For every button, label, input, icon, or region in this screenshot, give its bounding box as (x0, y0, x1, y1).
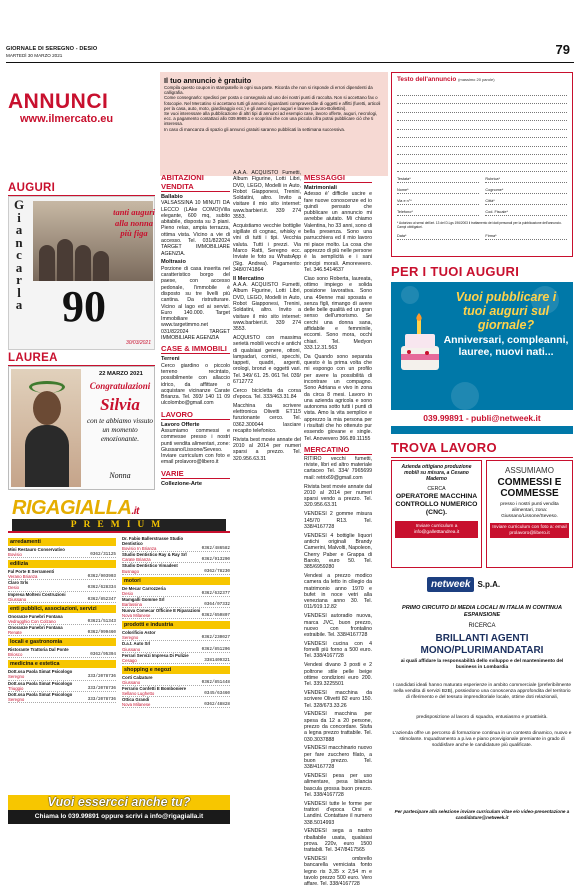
classified-ad: RITIRO vecchi fumetti, riviste, libri ed altro materiale cartaceo Tel. 334/ 7965699 mail: retrix69@gmail.com (304, 455, 372, 481)
entry-town: Renate (8, 630, 22, 636)
directory-entry[interactable] (122, 563, 230, 574)
classified-ad: Acquistiamo vecchie bottiglie sigillate di cognac, whisky e vini di tutti i tipi. Vecchia valuta. Tutti i prezzi. Via Marco Ratti, Seregno ecc. Inviate le foto su WhatsApp (Sig. Andrea). Pagamento: 348/0741864 (233, 222, 301, 273)
directory-category: locali e gastronomia (8, 638, 116, 646)
netweek-requirements-2: predisposizione al lavoro di squadra, entusiasmo e proattività. (416, 715, 548, 720)
classifieds-column-1 (161, 170, 230, 487)
auguri-date: 30/03/2021 (125, 340, 151, 346)
directory-category: prodotti e industria (122, 621, 230, 629)
free-ad-text: Compila questo coupon in stampatello in ogni sua parte. Ricorda che non si risponde di errori dipendenti da calligrafia. (164, 85, 373, 96)
classified-ad: VENDESI ombrello bancarella verniciata fonto legno ris 3,35 x 2,54 m e tavolo prezzo 500 euro. Vero affare. Tel. 338/4167728 (304, 856, 372, 888)
entry-phone[interactable]: 0362/486582 (201, 546, 230, 552)
classified-ad: Ciao sono Roberta, laureata, ottimo impiego e solida posizione lavorativa. Sono una 49enne mai sposata e senza figli, rimango di avere delle belle qualità ed un gran senso dell'umorismo. Se cerchi una donna sana, affidabile e femminile, eccomi. Sono mora, occhi chiari. Tel. Medyon 333.12.31.563 (304, 275, 372, 351)
laurel-icon (29, 381, 65, 393)
free-ad-title: Il tuo annuncio è gratuito (164, 76, 252, 85)
entry-town: Giussano (122, 646, 141, 652)
issue-date: MARTEDÌ 30 MARZO 2021 (6, 53, 63, 58)
annunci-title: ANNUNCI (8, 90, 109, 113)
classifieds-column-2 (233, 170, 301, 465)
directory-entry[interactable] (8, 547, 116, 558)
entry-name: Ferrario Confetti E Bomboniere (122, 685, 186, 691)
entry-town: Seregno (122, 635, 139, 641)
directory-entry[interactable] (122, 686, 230, 697)
auguri-promo (391, 282, 573, 434)
classified-ad: ACQUISTO con massima serietà mobili vecchi e antichi di qualsiasi genere, ottoni, lampadari, cornici, specchi, tappeti, quadri, argenti, orologi, bronzi e oggetti vari. Tel. 349/ 61. 25. 061 Tel. 039/ 6712772 (233, 334, 301, 385)
subsection-heading: Matrimoniali (304, 185, 337, 191)
entry-town: Cesago (122, 657, 137, 663)
entry-name: Onoranze Funebri Fontana (8, 624, 63, 630)
entry-town: Bovisio (8, 552, 22, 558)
entry-phone[interactable]: 3381409321 (204, 657, 230, 663)
entry-name: De Mecar Carrozzeria (122, 585, 166, 591)
directory-entry[interactable] (122, 597, 230, 608)
section-heading: CASE & IMMOBILI (161, 344, 230, 354)
name-letter: l (17, 284, 21, 300)
auguri-name-vertical (12, 199, 26, 312)
entry-name: Ottica Grandi (122, 697, 150, 703)
classified-ad: VENDESI tutte le forme per trattori d'epoca Orsi e Landini. Contattare il numero 338.5014993 (304, 800, 372, 826)
entry-phone[interactable]: 0362/852347 (87, 596, 116, 602)
directory-entry[interactable] (122, 675, 230, 686)
entry-phone[interactable]: 0364/07332 (204, 601, 230, 607)
field-rubrica[interactable]: Rubrica* (485, 177, 567, 183)
entry-phone[interactable]: 333/2078736 (87, 696, 116, 702)
netweek-role: BRILLANTI AGENTI MONO/PLURIMANDATARI (420, 633, 544, 656)
job-ad-apply[interactable]: Inviare curriculum a info@galletttandrea.it (395, 521, 478, 538)
entry-town: Busnago (122, 568, 139, 574)
directory-entry[interactable] (8, 669, 116, 680)
entry-phone[interactable]: 0362/851206 (201, 646, 230, 652)
entry-name: Mini Restauro Conservativo (8, 547, 65, 552)
directory-entry[interactable] (122, 552, 230, 563)
ad-coupon-form[interactable] (391, 72, 573, 257)
job-ad-commessi (486, 460, 573, 568)
entry-phone[interactable]: 333/2078736 (87, 674, 116, 680)
directory-entry[interactable] (122, 536, 230, 552)
directory-category: motori (122, 577, 230, 585)
directory-entry[interactable] (8, 625, 116, 636)
job-ad-details: presso i nostri punti vendita alimentari, zona: Giussano/Lissone/Seveso. (500, 502, 559, 519)
directory-entry[interactable] (8, 592, 116, 603)
entry-name: D.a.t. Auto Srl (122, 641, 151, 647)
coupon-field-row[interactable] (397, 177, 567, 183)
field-telefono[interactable]: Telefono* (397, 210, 479, 216)
subsection-heading: Ballabio (161, 194, 183, 200)
entry-phone[interactable]: 0362/48828 (204, 702, 230, 708)
coupon-title-text: Testo dell'annuncio (397, 76, 457, 83)
entry-town: Desio (8, 585, 19, 591)
page-number: 79 (555, 42, 570, 57)
laurea-ad (8, 366, 155, 490)
classified-ad: Rivista best movie annate dal 2010 al 2014 per numeri sparsi vendo a prezzo. Tel. 320.956.63.31 (304, 483, 372, 509)
field-firma[interactable]: Firma* (485, 234, 567, 240)
entry-name: Claro Srls (8, 580, 29, 586)
free-ad-info (160, 72, 388, 176)
classified-ad: A.A.A. ACQUISTO Fumetti, Album Figurine, Lotti Libri, DVD, LEGO, Modelli in Auto, Robot Giapponesi, Trenini, Soldatini, altro. Invito a visitare il mio sito internet: www.barbieri.it. 339 274 3553. (233, 282, 301, 333)
classified-ad: A.A.A. ACQUISTO Fumetti, Album Figurine, Lotti Libri, DVD, LEGO, Modelli in Auto, Robot Giapponesi, Trenini, Soldatini, altro. Invito a visitare il mio sito internet: www.barbieri.it. 339 274 3553. (233, 170, 301, 221)
entry-phone[interactable]: 333/2078736 (87, 685, 116, 691)
directory-entry[interactable] (8, 692, 116, 703)
job-ad-assumiamo: ASSUMIAMO (505, 466, 554, 475)
entry-phone[interactable]: 0362/903903 (87, 574, 116, 580)
directory-category: arredamenti (8, 538, 116, 546)
premium-banner: PREMIUM (12, 519, 226, 531)
auguri-age: 90 (62, 282, 106, 331)
classified-ad: Da Quando sono separata questo è la prima volta che mi espongo con un profilo per avere la possibilità di incontrare un compagno. Sono Adriana e vivo in zona da circa 8 mesi. Lavoro in una azienda agricola e sono autonoma sotto tutti i punti di vista. Amo la vita semplice e apprezzo la mia persona per i risultati che ho ottenuto pur essendo giovane e single. Tel. Anovevero 366.89.11155 (304, 353, 372, 442)
section-heading: LAVORO (161, 410, 230, 420)
laurea-signature: Nonna (109, 471, 131, 480)
field-nome[interactable]: Nome* (397, 188, 479, 194)
entry-town: Vedrugghio Con Colzano (8, 618, 56, 624)
classified-ad: Cerco giardino o piccolo terreno recintato, possibilmente con allaccio idrico, da affittare o acquistare vicinanze Carate Brianza. Tel. 393/ 140 11 09 ulcolombo@gmail.com (161, 362, 230, 407)
netweek-logo (427, 575, 500, 593)
auguri-section-title: AUGURI (8, 182, 56, 194)
classified-ad: Macchina da scrivere elettronica Olivetti ET115 funzionante cerco. Tel. 0362.300044 lasciare recapito telefonico. (233, 402, 301, 435)
job-ad-company: Azienda ottigiano produzione mobili su misura, a Cesano Maderno (401, 464, 472, 482)
rigagialla-directory (8, 495, 230, 791)
page-header (6, 44, 574, 64)
directory-entry[interactable] (122, 653, 230, 664)
annunci-url[interactable]: www.ilmercato.eu (20, 113, 114, 125)
laurea-congrats: Congratulazioni (89, 381, 151, 391)
classified-ad: VALSASSINA 10 MINUTI DA LECCO (LAke COMO)Villa elegante, 600 mq, subito abitabile, disposta su 3 piani. Pieno relax, ampia terrazza, ottima vista. Vicino a vie di accesso. Tel. 031/822024 TARGET IMMOBILIARE AGENZIA. (161, 200, 230, 257)
header-rule (6, 62, 574, 63)
field-testata[interactable]: Testata* (397, 177, 479, 183)
entry-name: Dott.ssa Paola Simat Psicologo (8, 669, 73, 675)
classified-ad: Adesso è' difficile uscire e fare nuove conoscenze ed io quindi pensato che pubblicare un annuncio mi avrebbe aiutato. Mi chiamo Valentina, ho 33 anni, sono di bella presenza. Sono una parrucchiera ed il mio lavoro mi piace molto. La cosa che apprezzo di più nelle persone è la semplicità e i sani principi morali. Amoreveero. Tel. 346.5414637 (304, 191, 372, 273)
classified-ad: Cerco bicicletta da corsa d'epoca. Tel. 333/463.31.84 (233, 387, 301, 401)
subsection-heading: Collezione-Arte (161, 480, 203, 487)
directory-category: shopping e negozi (122, 666, 230, 674)
entry-name: Nuova Comecar Officine E Riparazioni (122, 608, 201, 614)
netweek-tagline: PRIMO CIRCUITO DI MEDIA LOCALI IN ITALIA IN CONTINUA ESPANSIONE (401, 605, 563, 618)
directory-entry[interactable] (8, 647, 116, 658)
netweek-logo-text: netweek (427, 577, 474, 592)
entry-phone[interactable]: 0362/650807 (201, 613, 230, 619)
entry-town: Verano Brianza (8, 574, 38, 580)
classified-ad: VENDESI macchinario nuovo per fare zucchero filato, a buon prezzo. Tel. 338/4167728 (304, 745, 372, 771)
entry-town: Triuggio (8, 685, 24, 691)
field-via[interactable]: Via e n°* (397, 199, 479, 205)
netweek-ricerca: RICERCA (468, 623, 496, 629)
auguri-ad (8, 196, 155, 350)
job-ad-cnc (391, 460, 482, 568)
directory-entry[interactable] (122, 586, 230, 597)
coupon-word-limit: (massimo 20 parole) (458, 77, 495, 82)
entry-name: Impresa Molteni Costruzioni (8, 591, 66, 597)
entry-phone[interactable]: 0362/913290 (201, 557, 230, 563)
coupon-field-row[interactable] (397, 210, 567, 216)
name-letter: n (15, 234, 23, 250)
coupon-field-row[interactable] (397, 188, 567, 194)
birthday-cake-icon (397, 312, 443, 374)
job-ad-apply[interactable]: Inviare curriculum con foto a: email prolavoro@libero.it (490, 523, 569, 538)
directory-entry[interactable] (122, 608, 230, 619)
netweek-requirements: I candidati ideali hanno maturato esperienze in ambito commerciale (preferibilmente nella vendita di servizi B2B), possiedono una conoscenza approfondita del territorio di riferimento e del tessuto imprenditoriale locale, ottime doti relazionali, (392, 683, 572, 701)
classified-ad: VENDESI 2 gomme misura 145/70 R13. Tel. 338/4167728 (304, 511, 372, 530)
name-letter: G (13, 197, 25, 212)
field-data[interactable]: Data* (397, 234, 479, 240)
classified-ad: Vendesi a prezzo modico camera da letto in ciliegio da matrimonio anno 1970 e bufet in noce vetri alla veneziana anno 30. Tel. 011/919.12.82 (304, 572, 372, 611)
classified-ad: VENDESI autoradio nuova, marca JVC, buon prezzo, nuovo con frontalino estraibile. Tel. 338/4167728 (304, 613, 372, 639)
name-letter: a (15, 297, 23, 312)
netweek-apply[interactable]: Per partecipare alla selezione inviare curriculum vitae e/o video-presentazione a candidature@netweek.it (394, 809, 570, 820)
entry-town: Briosco (8, 652, 23, 658)
directory-entry[interactable] (8, 569, 116, 580)
entry-name: Onoranze Funebri Fontana (8, 613, 63, 619)
classified-ad: VENDESI pesa per uso alimentare, pesa bilancia bascula grossa buon prezzo. Tel. 338/4167728 (304, 773, 372, 798)
directory-entry[interactable] (8, 580, 116, 591)
name-letter: c (16, 247, 22, 262)
field-citta[interactable]: Città* (485, 199, 567, 205)
name-letter: i (17, 209, 21, 225)
entry-town: Carate Brianza (122, 557, 151, 563)
classified-ad: Porzione di casa inserita nel caratteristico borgo del paese, con accesso pedonale, l'immobile è disposto su tre livelli più cantina. Da ristrutturare. Vicino al lago ed ai servizi. Euro 140.000. Target Immobiliare www.targetimmo.net 031/822024 TARGET IMMOBILIARE AGENZIA (161, 265, 230, 342)
classified-ad: VENDESI sega a nastro ribaltabile usata, qualsiasi prova. 220v, euro 1500 trattabili. Tel. 347/8417565 (304, 828, 372, 854)
job-ad-role: OPERATORE MACCHINA CONTROLLO NUMERICO (CNC). (395, 493, 478, 516)
auguri-promo-title: PER I TUOI AUGURI (391, 264, 520, 279)
entry-phone[interactable]: 0362/632377 (201, 590, 230, 596)
free-ad-text: Se vuoi interessare alla pubblicazione di altri tipi di annunci ad esempio case, lavoro offerte, auguri, necrologi, ecc. a pagamento contattaci allo 039.9989.1 e scoprirai che con una piccola cifra potrai pubblicare ciò che ti interessa. (164, 111, 378, 127)
section-heading: VARIE (161, 469, 230, 479)
subsection-heading: Moltrasio (161, 259, 186, 266)
directory-left (8, 536, 116, 708)
coupon-sign-row[interactable] (397, 234, 567, 240)
entry-name: Colorificio Astor (122, 630, 156, 636)
entry-name: Mamgalli Gomme Srl (122, 596, 165, 602)
entry-town: Giussano (8, 596, 27, 602)
entry-phone[interactable]: 0362/78230 (204, 568, 230, 574)
classified-ad: Rivista best movie annate del 2010 al 2014 per numeri sparsi a prezzo. Tel. 320.956.63.31 (233, 436, 301, 462)
entry-phone[interactable]: 0362/230027 (201, 635, 230, 641)
directory-entry[interactable] (122, 630, 230, 641)
classified-ad: VENDESI macchina per spesa da 12 a 20 persone, prezzo da concordare. Stufa a legna prezzo trattabile. Tel. 030.3037888 (304, 711, 372, 743)
auguri-promo-question: Vuoi pubblicare i tuoi auguri sul giornale? (455, 290, 557, 332)
directory-entry[interactable] (122, 641, 230, 652)
coupon-field-row[interactable] (397, 199, 567, 205)
entry-name: Studio Dentistico Ray & Ray Srl (122, 552, 187, 558)
field-cognome[interactable]: Cognome* (485, 188, 567, 194)
coupon-title (397, 76, 567, 83)
coupon-text-lines[interactable] (397, 87, 567, 172)
classified-ad: VENDESI cucina con 4 fornelli più forno a 500 euro. Tel. 338/4167728 (304, 640, 372, 660)
entry-name: Dott.ssa Paola Simat Psicologo (8, 680, 73, 686)
entry-town: Nova Milanese (122, 613, 151, 619)
name-letter: r (16, 272, 22, 287)
laurea-message: con te abbiamo vissuto un momento emozionante. (86, 417, 154, 443)
directory-entry[interactable] (8, 614, 116, 625)
classified-ad: VENDESI 4 bottiglie liquori antichi originali Brandy Camerini, Malvolti, Napoleon, Cherry Paber e Grappa di Barolo, euro 50. Tel. 385/6959280 (304, 532, 372, 571)
entry-phone[interactable]: 0345/63460 (204, 691, 230, 697)
netweek-role-desc: ai quali affidare la responsabilità dello sviluppo e del mantenimento del business in Lombardia (400, 659, 564, 671)
entry-phone[interactable]: 0362/851448 (201, 679, 230, 685)
entry-town: Desio (122, 590, 133, 596)
job-ad-cerca: CERCA (427, 486, 446, 492)
laurea-section-title: LAUREA (8, 352, 58, 364)
entry-town: Seregno (8, 674, 25, 680)
directory-category: enti pubblici, associazioni, servizi (8, 605, 116, 613)
name-letter: a (15, 222, 23, 237)
directory-entry[interactable] (122, 697, 230, 708)
subsection-heading: Terreni (161, 356, 180, 363)
section-heading: MESSAGGI (304, 173, 372, 183)
netweek-spa: S.p.A. (477, 579, 501, 589)
directory-category: medicina e estetica (8, 660, 116, 668)
trova-lavoro-title: TROVA LAVORO (391, 440, 497, 455)
rigagialla-brand: RIGAGIALLA (12, 497, 132, 519)
netweek-offer: L'azienda offre un percorso di formazione continua in un contesto dinamico, nuovo e stimolante. Inquadramento a p.iva e piano provvigionale premiante in grado di soddisfare anche le candidature più qualificate. (392, 731, 572, 749)
entry-phone[interactable]: 0362/999460 (87, 630, 116, 636)
entry-phone[interactable]: 0362/95394 (90, 652, 116, 658)
entry-name: Corti Calzature (122, 674, 153, 680)
section-rule (391, 457, 573, 458)
entry-name: Dott.ssa Paola Simat Psicologo (8, 691, 73, 697)
entry-name: Studio Dentistico Vimadent (122, 563, 178, 569)
netweek-job-ad (391, 575, 573, 826)
subsection-heading: Lavoro Offerte (161, 421, 200, 428)
subsection-heading: Il Mercatino (233, 275, 265, 282)
rigagialla-contact[interactable]: Chiama lo 039.99891 oppure scrivi a info@rigagialla.it (8, 810, 230, 824)
entry-phone[interactable]: 0362/31125 (90, 552, 116, 558)
directory-category: edilizia (8, 560, 116, 568)
newspaper-name: GIORNALE DI SEREGNO - DESIO (6, 46, 98, 52)
entry-name: Ferrari Servizi Impresa Di Pulizie (122, 652, 189, 658)
auguri-script: tanti auguri alla nonna più figa (113, 207, 155, 238)
privacy-note: * Autorizzo ai sensi dell'art. 13 del D.Lgs 196/2003 il trattamento dei dati personali per la pubblicazione dell'annuncio. Campi obbligatori. (397, 221, 562, 229)
laurea-name: Silvia (100, 395, 140, 414)
auguri-promo-contact[interactable]: 039.99891 - publi@netweek.it (391, 410, 573, 426)
entry-phone[interactable]: 03621/51343 (87, 618, 116, 624)
classified-ad: Vendesi divano 3 posti e 2 poltrone stile pelle beige ottime condizioni euro 200. Tel. 339.3225501 (304, 662, 372, 688)
rigagialla-logo (8, 495, 230, 533)
free-ad-text: Come consegnarlo: spedisci per posta o consegnalo ad uno dei nostri punti di raccolta. Non si accettano fax o fotocopie. Nel Mercatino si accettano tutti gli annunci riguardanti compravendite di oggetti e affitti (furetti, articoli per la casa, auto, moto, giardinaggio ecc.) e gli annunci per auguri e lauree (Lavoro-Bollettini). (164, 95, 381, 111)
rigagialla-tld: .it (131, 506, 139, 517)
job-ad-role: COMMESSI E COMMESSE (497, 477, 562, 499)
field-cod-fiscale[interactable]: Cod. Fiscale* (485, 210, 567, 216)
directory-right (122, 536, 230, 708)
name-letter: a (15, 259, 23, 275)
entry-town: Barlassina (122, 601, 143, 607)
graduate-photo (11, 369, 81, 487)
classified-ad: VENDESI macchina da scrivere Olivetti 82 euro 150. Tel. 328/673.33.26 (304, 689, 372, 709)
laurea-date: 22 MARZO 2021 (99, 371, 143, 377)
classifieds-column-3 (304, 170, 372, 890)
section-heading: ABITAZIONI VENDITA (161, 173, 230, 192)
classified-ad: Assumiamo commessi e commesse presso i nostri punti vendita alimentari, zone: Giussano/Lissone/Seveso. Inviare curriculum con foto e email prolavoro@libero.it (161, 428, 230, 466)
entry-phone[interactable]: 0362/628334 (87, 585, 116, 591)
entry-town: Giussano (122, 679, 141, 685)
entry-town: Nova Milanese (122, 702, 151, 708)
auguri-promo-occasions: Anniversari, compleanni, lauree, nuovi nati... (443, 334, 569, 358)
entry-name: Ristorante Trattoria Dal Ponte (8, 647, 69, 653)
entry-name: Dr. Fabio Ballerstrasse Studio Dentistico (122, 536, 184, 547)
entry-name: Fal Porte E Serramenti (8, 569, 55, 575)
vuoi-esserci-banner: Vuoi essercci anche tu? (8, 795, 230, 810)
entry-town: Sellano Lughetto (122, 691, 155, 697)
free-ad-text: In caso di mancanza di spazio gli annunci gratuiti saranno pubblicati la settimana successiva. (164, 126, 346, 132)
entry-town: Bovisio In Brianza (122, 546, 157, 552)
section-heading: MERCATINO (304, 445, 372, 455)
directory-entry[interactable] (8, 681, 116, 692)
entry-town: Seregno (8, 696, 25, 702)
